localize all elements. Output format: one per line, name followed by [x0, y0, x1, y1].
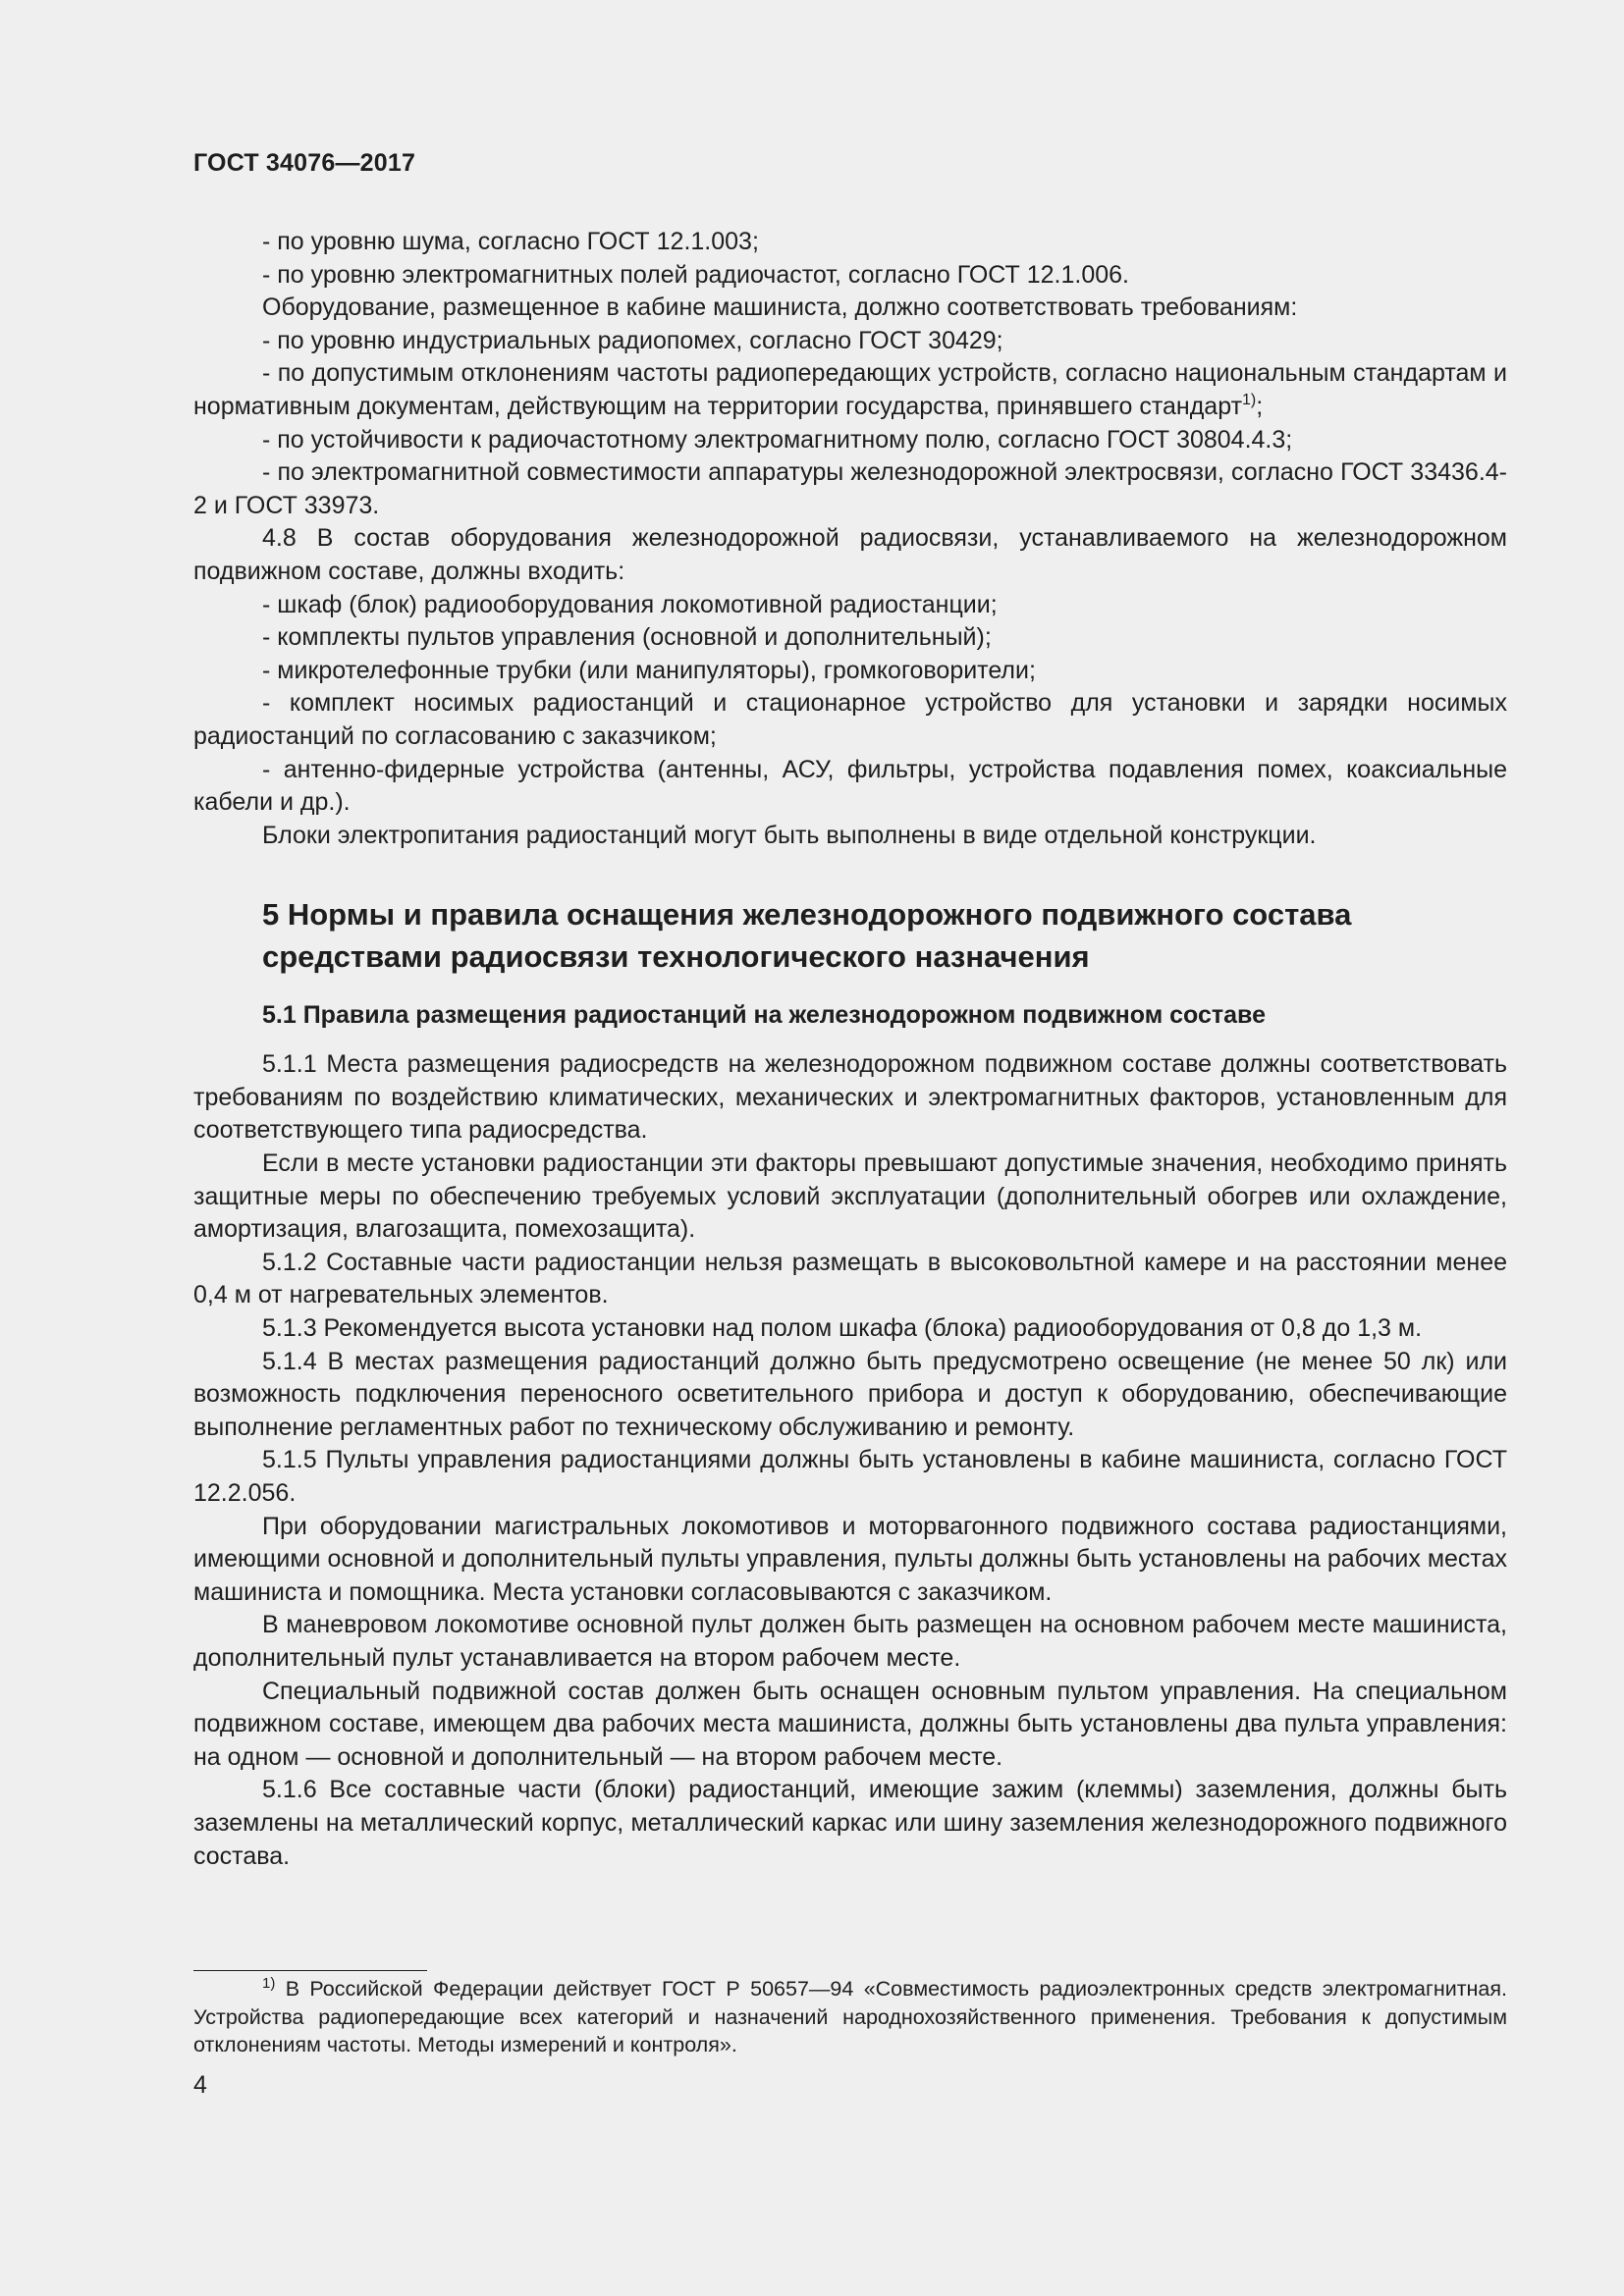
- section-heading: 5 Нормы и правила оснащения железнодорожного подвижного состава средствами радиосвязи технологического назначения: [262, 897, 1352, 975]
- paragraph: 5.1.6 Все составные части (блоки) радиостанций, имеющие зажим (клеммы) заземления, должны быть заземлены на металлический корпус, металлический каркас или шину заземления железнодорожного подвижного состава.: [193, 1776, 1507, 1870]
- list-item: - антенно-фидерные устройства (антенны, АСУ, фильтры, устройства подавления помех, коаксиальные кабели и др.).: [193, 755, 1507, 817]
- paragraph: - по устойчивости к радиочастотному электромагнитному полю, согласно ГОСТ 30804.4.3;: [262, 425, 1293, 454]
- body-text: [193, 226, 1507, 1873]
- paragraph-text: - по допустимым отклонениям частоты радиопередающих устройств, согласно национальным стандартам и нормативным документам, действующим на территории государства, принявшего стандарт: [193, 359, 1507, 420]
- paragraph: 5.1.1 Места размещения радиосредств на железнодорожном подвижном составе должны соответствовать требованиям по воздействию климатических, механических и электромагнитных факторов, установленным для соответствующего типа радиосредства.: [193, 1050, 1507, 1145]
- paragraph: - по уровню индустриальных радиопомех, согласно ГОСТ 30429;: [262, 326, 1003, 354]
- footnote-reference[interactable]: 1): [1242, 391, 1257, 408]
- paragraph: В маневровом локомотиве основной пульт должен быть размещен на основном рабочем месте машиниста, дополнительный пульт устанавливается на втором рабочем месте.: [193, 1611, 1507, 1672]
- paragraph: Специальный подвижной состав должен быть оснащен основным пультом управления. На специальном подвижном составе, имеющем два рабочих места машиниста, должны быть установлены два пульта управления: на одном — основной и дополнительный — на втором рабочем месте.: [193, 1677, 1507, 1771]
- list-item: - микротелефонные трубки (или манипуляторы), громкоговорители;: [262, 656, 1036, 684]
- paragraph: 5.1.5 Пульты управления радиостанциями должны быть установлены в кабине машиниста, согласно ГОСТ 12.2.056.: [193, 1446, 1507, 1507]
- list-item: - шкаф (блок) радиооборудования локомотивной радиостанции;: [262, 590, 998, 618]
- document-code: ГОСТ 34076—2017: [193, 149, 416, 177]
- paragraph: - по уровню шума, согласно ГОСТ 12.1.003;: [262, 228, 759, 255]
- paragraph: - по уровню электромагнитных полей радиочастот, согласно ГОСТ 12.1.006.: [262, 260, 1130, 289]
- list-item: - комплекты пультов управления (основной и дополнительный);: [262, 623, 992, 652]
- paragraph: 5.1.4 В местах размещения радиостанций должно быть предусмотрено освещение (не менее 50 лк) или возможность подключения переносного осветительного прибора и доступ к оборудованию, обеспечивающие выполнение регламентных работ по техническому обслуживанию и ремонту.: [193, 1347, 1507, 1441]
- subsection-heading: 5.1 Правила размещения радиостанций на железнодорожном подвижном составе: [262, 1001, 1266, 1030]
- paragraph-tail: ;: [1256, 392, 1264, 420]
- paragraph: 5.1.3 Рекомендуется высота установки над полом шкафа (блока) радиооборудования от 0,8 до 1,3 м.: [262, 1314, 1423, 1343]
- paragraph: Блоки электропитания радиостанций могут быть выполнены в виде отдельной конструкции.: [262, 821, 1317, 849]
- page-number: 4: [193, 2071, 207, 2099]
- paragraph: 4.8 В состав оборудования железнодорожной радиосвязи, устанавливаемого на железнодорожном подвижном составе, должны входить:: [193, 524, 1507, 585]
- footnote-marker: 1): [262, 1975, 276, 1992]
- list-item: - комплект носимых радиостанций и стационарное устройство для установки и зарядки носимых радиостанций по согласованию с заказчиком;: [193, 689, 1507, 750]
- paragraph: Если в месте установки радиостанции эти факторы превышают допустимые значения, необходимо принять защитные меры по обеспечению требуемых условий эксплуатации (дополнительный обогрев или охлаждение, амортизация, влагозащита, помехозащита).: [193, 1149, 1507, 1244]
- paragraph: 5.1.2 Составные части радиостанции нельзя размещать в высоковольтной камере и на расстоянии менее 0,4 м от нагревательных элементов.: [193, 1248, 1507, 1309]
- paragraph: При оборудовании магистральных локомотивов и моторвагонного подвижного состава радиостанциями, имеющими основной и дополнительный пульты управления, пульты должны быть установлены на рабочих местах машиниста и помощника. Места установки согласовываются с заказчиком.: [193, 1512, 1507, 1606]
- footnote: [193, 1975, 1507, 2059]
- footnote-paragraph: [193, 1975, 1507, 2059]
- footnote-divider: [193, 1970, 427, 1971]
- paragraph: - по электромагнитной совместимости аппаратуры железнодорожной электросвязи, согласно ГОСТ 33436.4-2 и ГОСТ 33973.: [193, 458, 1507, 519]
- footnote-text: В Российской Федерации действует ГОСТ Р 50657—94 «Совместимость радиоэлектронных средств электромагнитная. Устройства радиопередающие всех категорий и назначений народнохозяйственного применения. Требования к допустимым отклонениям частоты. Методы измерений и контроля».: [193, 1977, 1507, 2056]
- paragraph: Оборудование, размещенное в кабине машиниста, должно соответствовать требованиям:: [262, 294, 1298, 322]
- paragraph-with-footnote: [193, 357, 1507, 423]
